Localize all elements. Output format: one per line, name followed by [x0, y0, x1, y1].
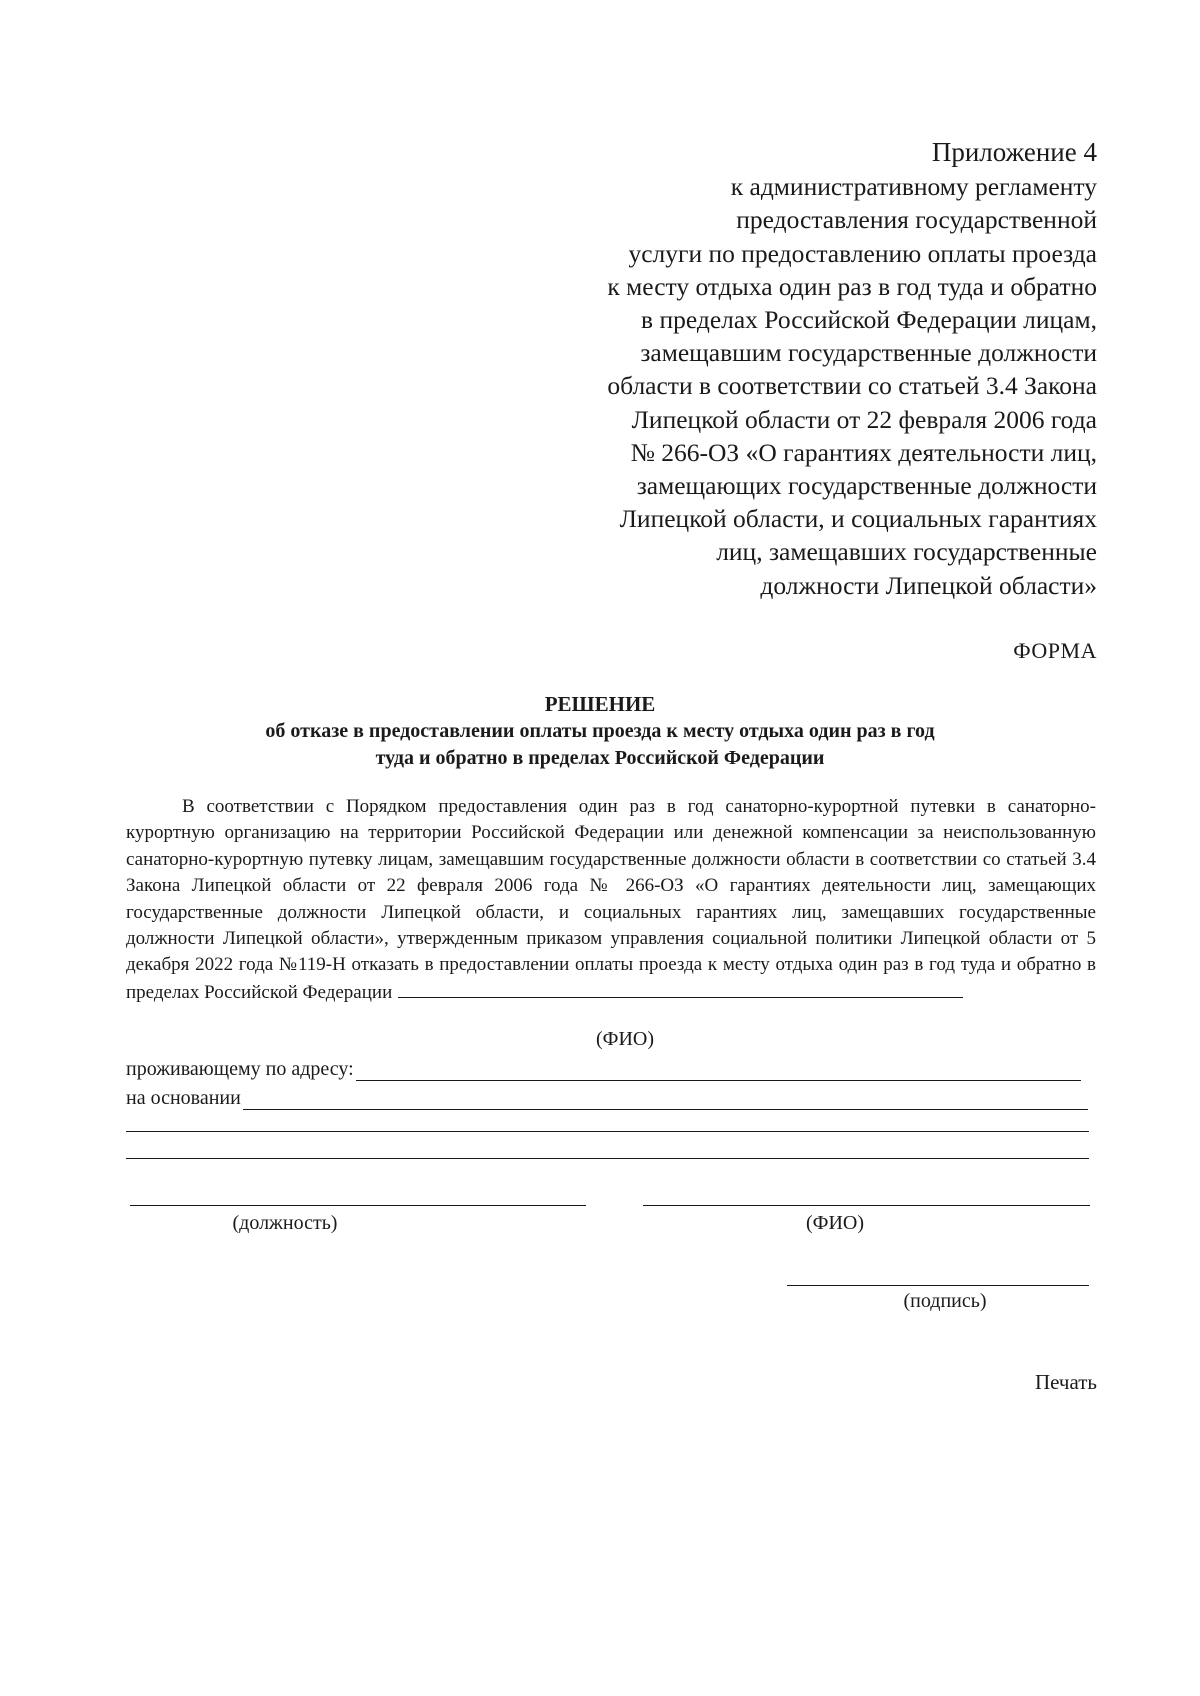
appendix-title: Приложение 4 [931, 137, 1097, 167]
basis-continuation-line[interactable] [126, 1131, 1089, 1132]
position-signature-line[interactable] [130, 1205, 586, 1206]
basis-blank-line[interactable] [243, 1091, 1088, 1110]
appendix-line: лиц, замещавших государственные [716, 537, 1097, 567]
fio-signature-line[interactable] [643, 1205, 1090, 1206]
title-line-2: туда и обратно в пределах Российской Федерации [375, 747, 825, 769]
title-heading: РЕШЕНИЕ [544, 692, 656, 716]
signature-line[interactable] [787, 1285, 1089, 1286]
appendix-line: области в соответствии со статьей 3.4 Закона [607, 371, 1097, 401]
signature-caption: (подпись) [903, 1290, 987, 1312]
basis-continuation-line[interactable] [126, 1158, 1089, 1159]
appendix-line: Липецкой области от 22 февраля 2006 года [631, 404, 1097, 434]
appendix-line: № 266-ОЗ «О гарантиях деятельности лиц, [630, 437, 1097, 467]
appendix-line: предоставления государственной [736, 205, 1097, 235]
position-caption: (должность) [232, 1212, 338, 1234]
appendix-line: замещавшим государственные должности [640, 338, 1097, 368]
basis-label: на основании [126, 1087, 241, 1109]
stamp-label: Печать [1034, 1370, 1097, 1394]
decision-paragraph [126, 794, 1096, 1006]
appendix-line: должности Липецкой области» [760, 570, 1097, 600]
appendix-line: в пределах Российской Федерации лицам, [641, 305, 1097, 335]
address-label: проживающему по адресу: [126, 1058, 354, 1080]
title-line-1: об отказе в предоставлении оплаты проезда к месту отдыха один раз в год [265, 720, 935, 742]
document-title [0, 690, 1200, 772]
form-label: ФОРМА [1013, 638, 1097, 663]
address-blank-line[interactable] [356, 1062, 1081, 1081]
fio-blank-line[interactable] [398, 979, 963, 998]
fio-caption: (ФИО) [595, 1028, 654, 1050]
appendix-line: замещающих государственные должности [636, 471, 1097, 501]
address-field [126, 1058, 1081, 1081]
appendix-line: услуги по предоставлению оплаты проезда [628, 238, 1097, 268]
appendix-line: к административному регламенту [730, 172, 1097, 202]
signature-fio-caption: (ФИО) [805, 1212, 864, 1234]
basis-field [126, 1087, 1088, 1110]
appendix-line: к месту отдыха один раз в год туда и обратно [607, 271, 1097, 301]
decision-text: В соответствии с Порядком предоставления один раз в год санаторно-курортной путевки в санаторно-курортную организацию на территории Российской Федерации или денежной компенсации за неиспользованную санаторно-курортную путевку лицам, замещавшим государственные должности области в соответствии со статьей 3.4 Закона Липецкой области от 22 февраля 2006 года № 266-ОЗ «О гарантиях деятельности лиц, замещающих государственные должности Липецкой области, и социальных гарантиях лиц, замещавших государственные должности Липецкой области», утвержденным приказом управления социальной политики Липецкой области от 5 декабря 2022 года №119-Н отказать в предоставлении оплаты проезда к месту отдыха один раз в год туда и обратно в пределах Российской Федерации [126, 796, 1096, 1003]
appendix-header [537, 136, 1097, 602]
appendix-line: Липецкой области, и социальных гарантиях [619, 504, 1097, 534]
